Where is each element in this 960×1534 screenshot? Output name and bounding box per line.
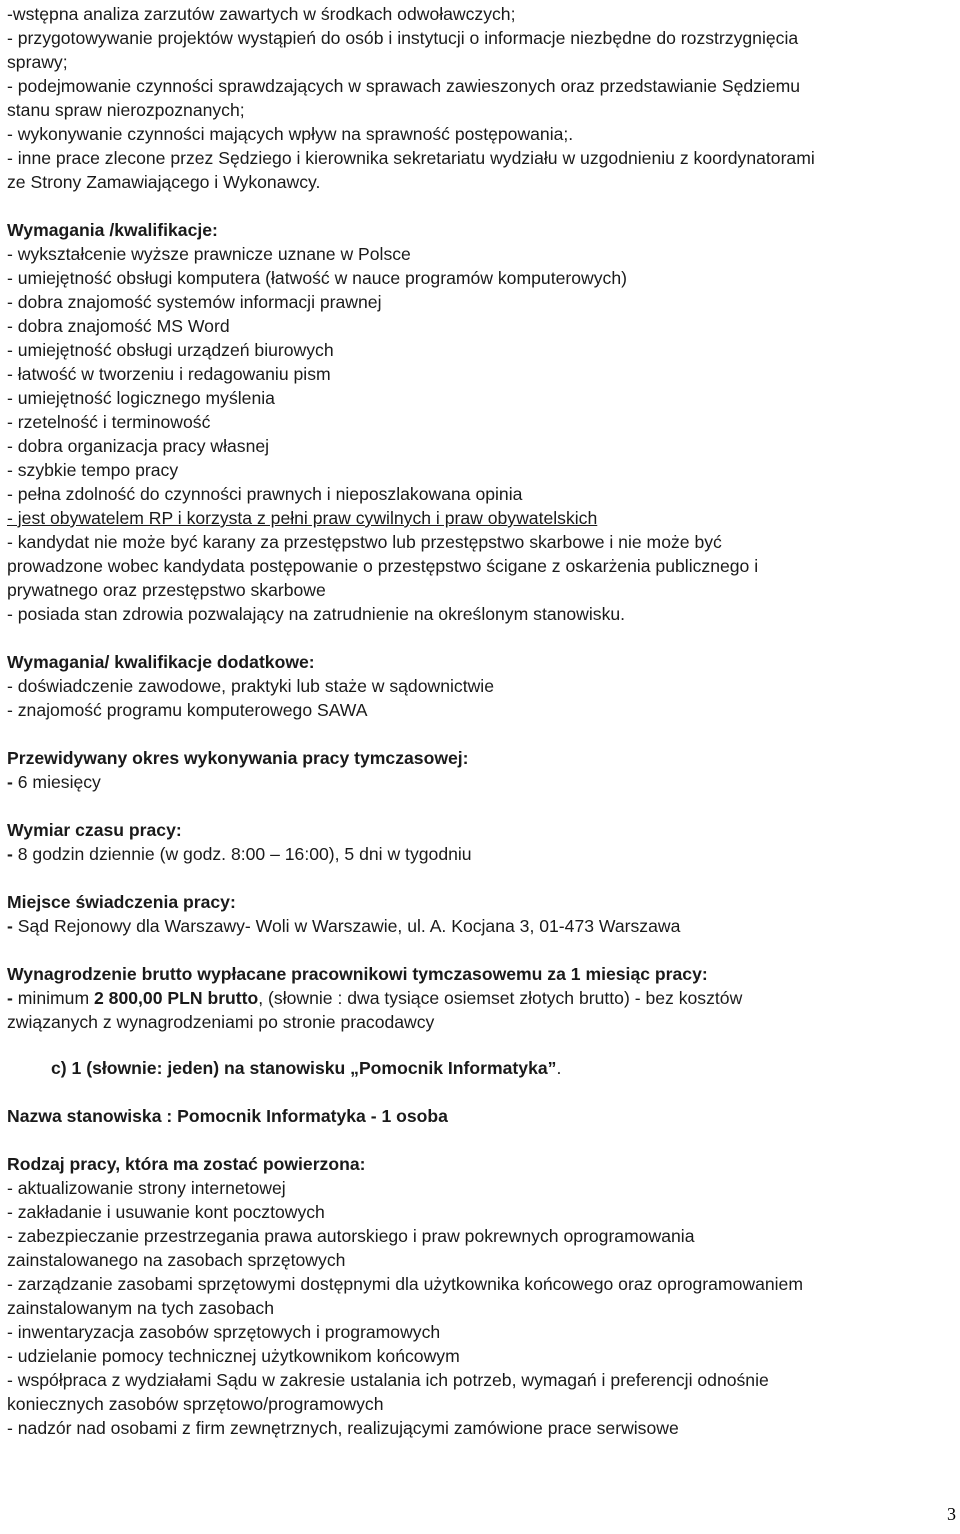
document-page xyxy=(7,2,955,1440)
intro-line: - inne prace zlecone przez Sędziego i kierownika sekretariatu wydziału w uzgodnieniu z koordynatorami xyxy=(7,148,815,168)
work-type-line: zainstalowanego na zasobach sprzętowych xyxy=(7,1250,346,1270)
place-value-line xyxy=(7,914,955,938)
intro-line: - przygotowywanie projektów wystąpień do osób i instytucji o informacje niezbędne do rozstrzygnięcia xyxy=(7,28,799,48)
work-type-line: - zarządzanie zasobami sprzętowymi dostępnymi dla użytkownika końcowego oraz oprogramowaniem xyxy=(7,1274,803,1294)
hours-section xyxy=(7,818,955,866)
work-type-line: - inwentaryzacja zasobów sprzętowych i programowych xyxy=(7,1322,441,1342)
place-value: Sąd Rejonowy dla Warszawy- Woli w Warszawie, ul. A. Kocjana 3, 01-473 Warszawa xyxy=(17,916,681,936)
section-c-title-line xyxy=(7,1056,955,1080)
hours-heading: Wymiar czasu pracy: xyxy=(7,820,182,840)
work-type-line: koniecznych zasobów sprzętowo/programowych xyxy=(7,1394,384,1414)
additional-section xyxy=(7,650,955,722)
requirement-item: - wykształcenie wyższe prawnicze uznane w Polsce xyxy=(7,244,411,264)
intro-line: sprawy; xyxy=(7,52,68,72)
intro-line: -wstępna analiza zarzutów zawartych w środkach odwoławczych; xyxy=(7,4,516,24)
hours-value: 8 godzin dziennie (w godz. 8:00 – 16:00), 5 dni w tygodniu xyxy=(17,844,472,864)
hours-value-line xyxy=(7,842,955,866)
requirement-item: - pełna zdolność do czynności prawnych i nieposzlakowana opinia xyxy=(7,484,523,504)
requirement-item-underlined xyxy=(7,506,955,530)
requirement-item: - rzetelność i terminowość xyxy=(7,412,211,432)
requirement-item: - umiejętność obsługi komputera (łatwość w nauce programów komputerowych) xyxy=(7,268,627,288)
dash: - xyxy=(7,844,18,864)
dash: - xyxy=(7,772,18,792)
underlined-text: - jest obywatelem RP i korzysta z pełni praw cywilnych i praw obywatelskich xyxy=(7,508,598,528)
requirement-item: - kandydat nie może być karany za przestępstwo lub przestępstwo skarbowe i nie może być xyxy=(7,532,722,552)
section-c-title: c) 1 (słownie: jeden) na stanowisku „Pomocnik Informatyka” xyxy=(51,1058,557,1078)
period-section xyxy=(7,746,955,794)
intro-line: - wykonywanie czynności mających wpływ na sprawność postępowania;. xyxy=(7,124,574,144)
section-c-period: . xyxy=(556,1058,562,1078)
intro-block xyxy=(7,2,955,194)
work-type-line: - zakładanie i usuwanie kont pocztowych xyxy=(7,1202,325,1222)
page-number: 3 xyxy=(947,1504,956,1524)
salary-prefix: minimum xyxy=(17,988,94,1008)
work-type-line: - udzielanie pomocy technicznej użytkownikom końcowym xyxy=(7,1346,460,1366)
intro-line: - podejmowanie czynności sprawdzających w sprawach zawieszonych oraz przedstawianie Sędziemu xyxy=(7,76,801,96)
requirement-item: - umiejętność logicznego myślenia xyxy=(7,388,275,408)
additional-item: - doświadczenie zawodowe, praktyki lub staże w sądownictwie xyxy=(7,676,494,696)
work-type-heading: Rodzaj pracy, która ma zostać powierzona: xyxy=(7,1154,366,1174)
intro-line: stanu spraw nierozpoznanych; xyxy=(7,100,245,120)
requirement-item: prowadzone wobec kandydata postępowanie o przestępstwo ścigane z oskarżenia publicznego i xyxy=(7,556,759,576)
place-heading: Miejsce świadczenia pracy: xyxy=(7,892,236,912)
salary-value-line xyxy=(7,986,955,1010)
salary-section xyxy=(7,962,955,1034)
dash: - xyxy=(7,916,18,936)
work-type-line: - współpraca z wydziałami Sądu w zakresie ustalania ich potrzeb, wymagań i preferencji odnośnie xyxy=(7,1370,769,1390)
requirements-section xyxy=(7,218,955,626)
requirement-item: - łatwość w tworzeniu i redagowaniu pism xyxy=(7,364,331,384)
additional-item: - znajomość programu komputerowego SAWA xyxy=(7,700,368,720)
salary-heading: Wynagrodzenie brutto wypłacane pracownikowi tymczasowemu za 1 miesiąc pracy: xyxy=(7,964,708,984)
requirement-item: - szybkie tempo pracy xyxy=(7,460,179,480)
dash: - xyxy=(7,988,18,1008)
requirement-item: - dobra znajomość MS Word xyxy=(7,316,230,336)
period-heading: Przewidywany okres wykonywania pracy tymczasowej: xyxy=(7,748,469,768)
requirement-item: - umiejętność obsługi urządzeń biurowych xyxy=(7,340,334,360)
intro-line: ze Strony Zamawiającego i Wykonawcy. xyxy=(7,172,321,192)
requirement-item: - posiada stan zdrowia pozwalający na zatrudnienie na określonym stanowisku. xyxy=(7,604,626,624)
work-type-line: - nadzór nad osobami z firm zewnętrznych, realizującymi zamówione prace serwisowe xyxy=(7,1418,679,1438)
salary-line2: związanych z wynagrodzeniami po stronie pracodawcy xyxy=(7,1012,435,1032)
position-title: Nazwa stanowiska : Pomocnik Informatyka - 1 osoba xyxy=(7,1106,448,1126)
requirements-heading: Wymagania /kwalifikacje: xyxy=(7,220,218,240)
work-type-section xyxy=(7,1152,955,1440)
work-type-line: - aktualizowanie strony internetowej xyxy=(7,1178,286,1198)
work-type-line: zainstalowanym na tych zasobach xyxy=(7,1298,274,1318)
work-type-line: - zabezpieczanie przestrzegania prawa autorskiego i praw pokrewnych oprogramowania xyxy=(7,1226,695,1246)
salary-suffix: , (słownie : dwa tysiące osiemset złotych brutto) - bez kosztów xyxy=(258,988,743,1008)
additional-heading: Wymagania/ kwalifikacje dodatkowe: xyxy=(7,652,315,672)
requirement-item: - dobra znajomość systemów informacji prawnej xyxy=(7,292,382,312)
requirement-item: - dobra organizacja pracy własnej xyxy=(7,436,270,456)
period-value: 6 miesięcy xyxy=(17,772,101,792)
place-section xyxy=(7,890,955,938)
salary-amount: 2 800,00 PLN brutto xyxy=(94,988,259,1008)
period-value-line xyxy=(7,770,955,794)
requirement-item: prywatnego oraz przestępstwo skarbowe xyxy=(7,580,326,600)
